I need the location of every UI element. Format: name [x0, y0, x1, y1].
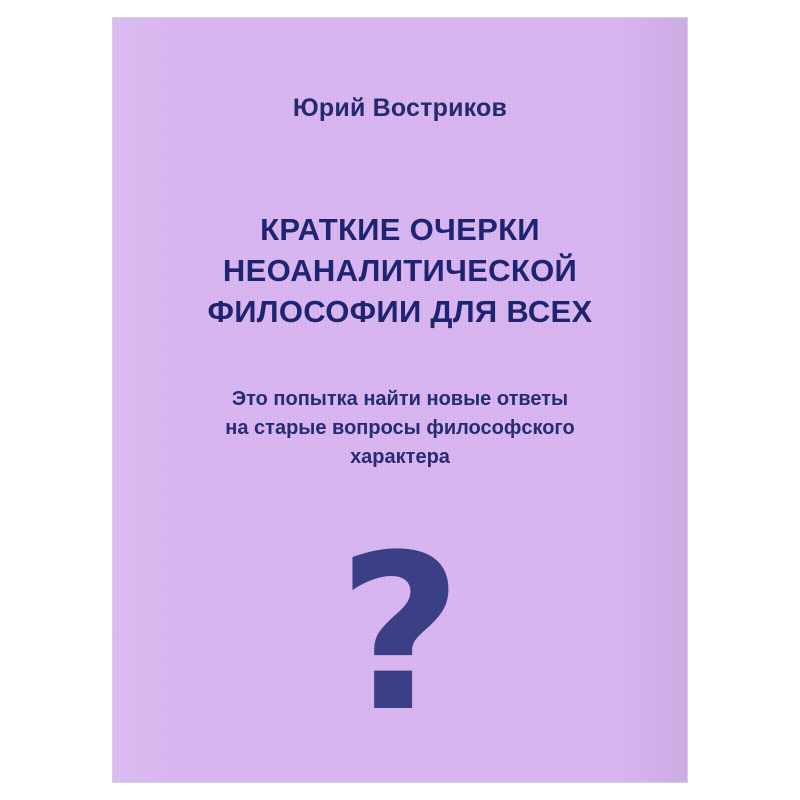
book-cover-content: [113, 18, 687, 782]
book-subtitle-line-2: на старые вопросы философского: [225, 416, 575, 439]
book-cover: [113, 18, 687, 782]
author-name: Юрий Востриков: [292, 94, 508, 122]
book-subtitle: [165, 385, 635, 473]
book-title-line-1: КРАТКИЕ ОЧЕРКИ: [260, 212, 540, 247]
book-title-line-3: ФИЛОСОФИИ ДЛЯ ВСЕХ: [207, 294, 593, 330]
book-title: [140, 209, 660, 333]
book-subtitle-line-1: Это попытка найти новые ответы: [231, 387, 569, 410]
question-mark-area: [113, 508, 687, 759]
question-mark-icon: ?: [337, 508, 463, 759]
book-title-line-2: НЕОАНАЛИТИЧЕСКОЙ: [222, 253, 578, 289]
book-subtitle-line-3: характера: [350, 446, 450, 469]
